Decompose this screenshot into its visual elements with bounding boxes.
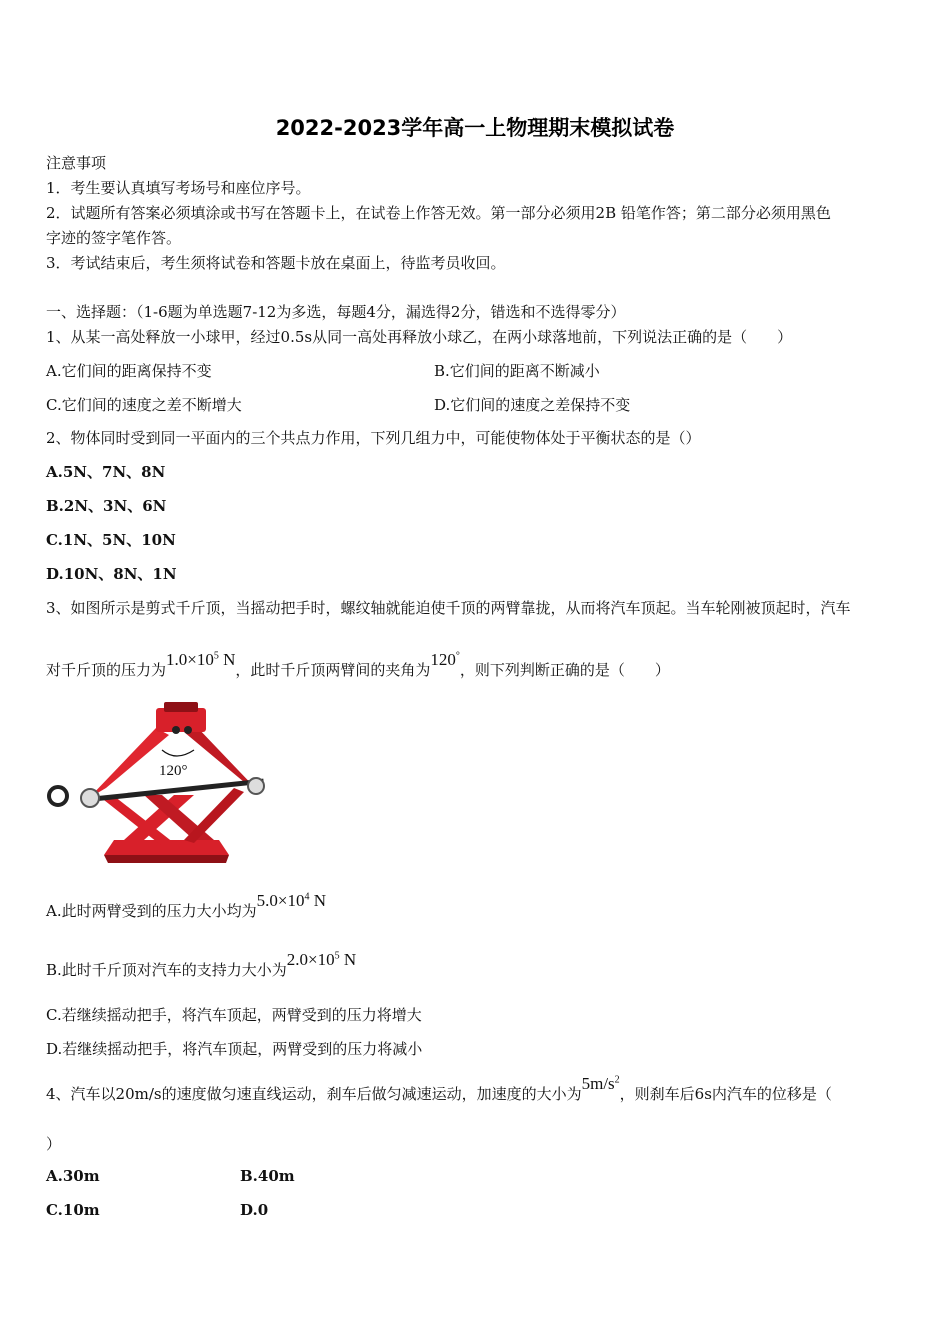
q1-option-d: D.它们间的速度之差保持不变: [434, 396, 631, 414]
q3-option-c: C.若继续摇动把手，将汽车顶起，两臂受到的压力将增大: [46, 1006, 422, 1024]
q3-option-a: [46, 891, 326, 921]
q3-b-mantissa: 2.0×10: [286, 950, 335, 969]
question-3-stem-line1: 3、如图所示是剪式千斤顶，当摇动把手时，螺纹轴就能迫使千顶的两臂靠拢，从而将汽车顶起。当车轮刚被顶起时，汽车: [46, 599, 851, 617]
page-title: 2022-2023学年高一上物理期末模拟试卷: [275, 116, 675, 140]
q1-option-c: C.它们间的速度之差不断增大: [46, 396, 242, 414]
q4-option-c: C.10m: [46, 1201, 100, 1219]
notice-item: 1．考生要认真填写考场号和座位序号。: [46, 179, 311, 197]
q3-option-b-text: B.此时千斤顶对汽车的支持力大小为: [46, 961, 287, 979]
q4-option-b: B.40m: [240, 1167, 295, 1185]
q4-text-b: ，则刹车后6s内汽车的位移是（: [619, 1085, 832, 1103]
q3-option-a-text: A.此时两臂受到的压力大小均为: [46, 902, 257, 920]
q3-text-a: 对千斤顶的压力为: [46, 661, 167, 679]
angle-degree: °: [455, 650, 460, 662]
question-4-stem: [46, 1074, 832, 1104]
angle-value: [430, 650, 460, 669]
figure-angle-label: 120°: [159, 763, 188, 779]
q4-option-a: A.30m: [46, 1167, 100, 1185]
q3-a-exponent: 4: [304, 891, 310, 903]
force-value: [166, 650, 235, 669]
question-3-stem-line2: [46, 650, 670, 680]
q1-option-a: A.它们间的距离保持不变: [46, 362, 212, 380]
acceleration-base: 5m/s: [581, 1074, 615, 1093]
q3-a-unit: N: [313, 891, 326, 910]
force-exponent: 5: [213, 650, 219, 662]
notice-heading: 注意事项: [46, 154, 107, 172]
force-unit: N: [223, 650, 236, 669]
notice-item: 3．考试结束后，考生须将试卷和答题卡放在桌面上，待监考员收回。: [46, 254, 506, 272]
q2-option-c: C.1N、5N、10N: [46, 531, 176, 549]
acceleration-value: [582, 1074, 620, 1093]
q3-option-a-value: [257, 891, 326, 910]
question-1-stem: 1、从某一高处释放一小球甲，经过0.5s从同一高处再释放小球乙，在两小球落地前，下列说法正确的是（ ）: [46, 328, 793, 346]
q3-option-b: [46, 950, 357, 980]
q3-b-unit: N: [343, 950, 357, 969]
q2-option-d: D.10N、8N、1N: [46, 565, 177, 583]
q3-option-d: D.若继续摇动把手，将汽车顶起，两臂受到的压力将减小: [46, 1040, 423, 1058]
q4-option-d: D.0: [240, 1201, 269, 1219]
q4-stem-close: ）: [46, 1135, 62, 1153]
q3-text-b: ，此时千斤顶两臂间的夹角为: [235, 661, 431, 679]
q3-text-c: ，则下列判断正确的是（ ）: [459, 661, 670, 679]
q3-option-b-value: [287, 950, 356, 969]
angle-number: 120: [430, 650, 456, 669]
notice-item: 2．试题所有答案必须填涂或书写在答题卡上，在试卷上作答无效。第一部分必须用2B 铅笔作答；第二部分必须用黑色: [46, 204, 831, 222]
q3-a-mantissa: 5.0×10: [256, 891, 305, 910]
q4-text-a: 4、汽车以20m/s的速度做匀速直线运动，刹车后做匀减速运动，加速度的大小为: [46, 1085, 582, 1103]
q1-option-b: B.它们间的距离不断减小: [434, 362, 600, 380]
section-heading: 一、选择题：（1-6题为单选题7-12为多选，每题4分，漏选得2分，错选和不选得零分）: [46, 303, 626, 321]
force-mantissa: 1.0×10: [166, 650, 214, 669]
q2-option-b: B.2N、3N、6N: [46, 497, 167, 515]
notice-item: 字迹的签字笔作答。: [46, 229, 182, 247]
scissor-jack-figure: [44, 700, 279, 870]
question-2-stem: 2、物体同时受到同一平面内的三个共点力作用，下列几组力中，可能使物体处于平衡状态的是（）: [46, 429, 701, 447]
acceleration-exponent: 2: [614, 1074, 620, 1086]
q2-option-a: A.5N、7N、8N: [46, 463, 166, 481]
q3-b-exponent: 5: [334, 950, 340, 962]
